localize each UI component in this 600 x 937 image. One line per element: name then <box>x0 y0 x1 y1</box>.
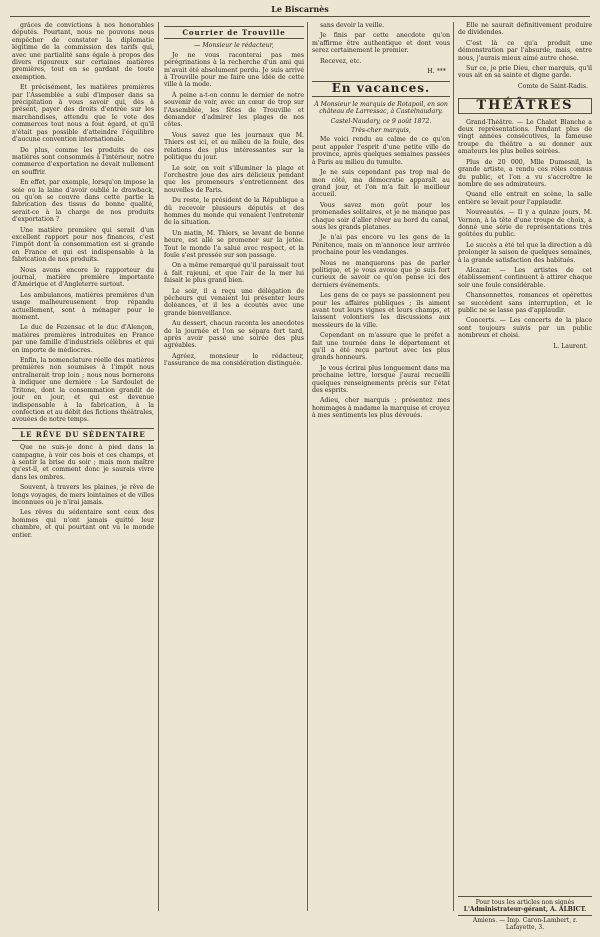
article-paragraph: Nous ne manquerons pas de parler politique, et je vous avoue que je suis fort curieux de savoir ce qu'on pense ici des derniers événements. <box>312 259 450 289</box>
article-paragraph: Me voici rendu au calme de ce qu'on peut appeler l'esprit d'une petite ville de province, après quelques semaines passées à Paris au milieu du tumulte. <box>312 136 450 166</box>
article-paragraph: Le soir, on voit s'illuminer la plage et l'orchestre joue des airs délicieux pendant que les promeneurs s'entretiennent des nouvelles de Paris. <box>164 164 304 194</box>
article-paragraph: Nouveautés. — Il y a quinze jours, M. Vernon, à la tête d'une troupe de choix, a donné une série de représentations très goûtées du public. <box>458 209 592 239</box>
article-paragraph: Enfin, la nomenclature réelle des matières premières non soumises à l'impôt nous entraînerait trop loin ; nous nous bornerons à indiquer une dernière : Le Sardoulet de Tritone, dont la consommation grandit de jour en jour, et qui est devenue indispensable à la fabrication, à la confection et au débit des fictions théâtrales, avouées de notre temps. <box>12 357 154 424</box>
dateline: Castel-Naudary, ce 9 août 1872. <box>330 117 432 125</box>
article-paragraph: Et précisément, les matières premières par l'Assemblée a subi d'imposer dans sa précipitation à vous savoir qui, dès à présent, payer des droits d'entrée sur les marchandises, attendu que le vote des commerces tout nous a fout égard, et qu'il n'était pas possible d'atteindre l'équilibre d'aucune convention internationale. <box>12 84 154 144</box>
article-paragraph: Souvent, à travers les plaines, je rêve de longs voyages, de mers lointaines et de villes inconnues où je n'irai jamais. <box>12 484 154 506</box>
article-paragraph: Adieu, cher marquis ; présentez mes hommages à madame la marquise et croyez à mes sentiments les plus dévoués. <box>312 397 450 420</box>
letter-address: À Monsieur le marquis de Rotapoil, en son château de Larressac, à Castelnaudary. <box>314 100 448 116</box>
section-title: En vacances. <box>312 81 450 96</box>
article-paragraph: Le soir, il a reçu une délégation de pêcheurs qui venaient lui présenter leurs doléances, et il les a écoutés avec une grande bienveillance. <box>164 287 304 317</box>
article-paragraph: On a même remarqué qu'il paraissait tout à fait rajeuni, et que l'air de la mer lui faisait le plus grand bien. <box>164 262 304 285</box>
salutation: Très-cher marquis, <box>351 127 411 135</box>
article-paragraph: Quand elle entrait en scène, la salle entière se levait pour l'applaudir. <box>458 191 592 206</box>
article-paragraph: Une matière première qui serait d'un excellent rapport pour nos finances, c'est l'impôt dont la consommation est si grande en France et qui est indispensable à la fabrication de nos produits. <box>12 226 154 264</box>
article-paragraph: Au dessert, chacun raconta les anecdotes de la journée et l'on se sépara fort tard, après avoir passé une soirée des plus agréables. <box>164 320 304 350</box>
section-title: LE RÊVE DU SÉDENTAIRE <box>12 428 154 441</box>
section-title: Courrier de Trouville <box>164 26 304 39</box>
article-paragraph: Chansonnettes, romances et opérettes se succèdent sans interruption, et le public ne se lasse pas d'applaudir. <box>458 292 592 314</box>
salutation: — Monsieur le rédacteur, <box>194 42 274 50</box>
column-2 <box>164 22 304 911</box>
article-paragraph: Je ne vous raconterai pas mes pérégrinations à la recherche d'un ami qui m'avait été absolument perdu. Je suis arrivé à Trouville pour me faire une idée de cette ville à la mode. <box>164 51 304 89</box>
notice-line: L'Administrateur-gérant, A. ALBICT. <box>463 906 587 913</box>
article-paragraph: Plus de 20 000, Mlle Dumesnil, la grande artiste, a rendu ces rôles connus du public, et l'on a vu s'accroître le nombre de ses admirateurs. <box>458 158 592 188</box>
article-paragraph: Les rêves du sédentaire sont ceux des hommes qui n'ont jamais quitté leur chambre, et qui pourtant ont vu le monde entier. <box>12 509 154 539</box>
article-paragraph: Le duc de Fezensac et le duc d'Alençon, matières premières introduites en France par une famille d'industriels célèbres et qui en importe de médiocres. <box>12 324 154 354</box>
article-paragraph: Cependant on m'assure que le préfet a fait une tournée dans le département et qu'il a été reçu partout avec les plus grands honneurs. <box>312 332 450 362</box>
article-paragraph: Alcazar. — Les artistes de cet établissement continuent à attirer chaque soir une foule considérable. <box>458 266 592 289</box>
article-paragraph: sans devoir la veille. <box>320 22 385 29</box>
article-paragraph: Que ne suis-je donc à pied dans la campagne, à voir ces bois et ces champs, et à sentir la brise du soir ; mais mon maître qu'est-il, et comment donc je saurais vivre dans les ombres. <box>12 444 154 481</box>
article-paragraph: Le succès a été tel que la direction a dû prolonger la saison de quelques semaines, à la grande satisfaction des habitués. <box>458 241 592 264</box>
signature: L. Laurent. <box>553 342 588 350</box>
article-paragraph: Je ne suis cependant pas trop mal de mon côté, ma démocratie apparaît au grand jour, et l'on m'a fait le meilleur accueil. <box>312 169 450 199</box>
notice-line: Pour tous les articles non signés <box>475 899 575 906</box>
article-paragraph: Recevez, etc. <box>320 57 362 65</box>
article-paragraph: Nous avons encore le rapporteur du journal, matière première importante d'Amérique et d'Angleterre surtout. <box>12 266 154 289</box>
signature: Comte de Saint-Radis. <box>517 82 588 90</box>
article-paragraph: En effet, par exemple, lorsqu'on impose la soie ou la laine d'avoir oublié le drawback, ou qu'on se couvre dans cette partie la fabrication des tissus de bonne qualité, serait-ce à la charge de nos produits d'exportation ? <box>12 179 154 224</box>
column-rule <box>158 22 159 911</box>
article-paragraph: Du reste, le président de la République a dû recevoir plusieurs députés et des hommes du monde qui venaient l'entretenir de la situation. <box>164 197 304 227</box>
column-rule <box>453 22 454 911</box>
article-paragraph: Concerts. — Les concerts de la place sont toujours suivis par un public nombreux et choisi. <box>458 317 592 340</box>
article-paragraph: Vous savez que les journaux que M. Thiers est ici, et au milieu de la foule, des relations des plus intéressantes sur la politique du jour. <box>164 131 304 162</box>
article-paragraph: Sur ce, je prie Dieu, cher marquis, qu'il vous ait en sa sainte et digne garde. <box>458 65 592 80</box>
column-3 <box>312 22 450 911</box>
article-paragraph: À peine a-t-on connu le dernier de notre souvenir de voir, avec un cœur de trop sur l'Assemblée, les fêtes de Trouville et demander d'admirer les plages de nos côtes. <box>164 91 304 129</box>
article-paragraph: grâces de convictions à nos honorables députés. Pourtant, nous ne pouvons nous empêcher de constater la diplomatie légitime de la commission des tarifs qui, avec une partialité sans égale à propos des divers rigoureux sur certaines matières premières, tout en se gardant de toute exemption. <box>12 22 154 81</box>
article-paragraph: Un matin, M. Thiers, se levant de bonne heure, est allé se promener sur la jetée. Tout le monde l'a salué avec respect, et la foule s'est pressée sur son passage. <box>164 229 304 259</box>
article-paragraph: Les gens de ce pays se passionnent peu pour les affaires publiques ; ils aiment avant tout leurs vignes et leurs champs, et laissent volontiers les discussions aux messieurs de la ville. <box>312 292 450 329</box>
article-paragraph: Vous savez mon goût pour les promenades solitaires, et je ne manque pas chaque soir d'aller rêver au bord du canal, sous les grands platanes. <box>312 201 450 231</box>
column-4 <box>458 22 592 897</box>
article-paragraph: Agréez, monsieur le rédacteur, l'assurance de ma considération distinguée. <box>164 352 304 368</box>
signature: H. *** <box>427 68 446 76</box>
article-paragraph: De plus, comme les produits de ces matières sont consommés à l'intérieur, notre commerce d'exportation ne devait nullement en souffrir. <box>12 146 154 176</box>
article-paragraph: Je vous écrirai plus longuement dans ma prochaine lettre, lorsque j'aurai recueilli quelques renseignements précis sur l'état des esprits. <box>312 364 450 395</box>
column-rule <box>307 22 308 911</box>
article-paragraph: C'est là ce qu'a produit une démonstration par l'absurde, mais, entre nous, j'aurais mieux aimé autre chose. <box>458 39 592 62</box>
article-paragraph: Grand-Théâtre. — Le Chalet Blanche a deux représentations. Pendant plus de vingt années consécutives, la fameuse troupe du théâtre a su donner aux amateurs les plus belles soirées. <box>458 118 592 156</box>
section-title: THÉÂTRES <box>458 98 592 113</box>
article-paragraph: Je n'ai pas encore vu les gens de la Pénitence, mais on m'annonce leur arrivée prochaine pour les vendanges. <box>312 234 450 257</box>
printer-notice <box>458 896 592 931</box>
article-paragraph: Les ambulances, matières premières d'un usage malheureusement trop répandu actuellement, sont à ménager pour le moment. <box>12 291 154 322</box>
article-paragraph: Elle ne saurait définitivement produire de dividendes. <box>458 22 592 37</box>
column-1 <box>12 22 154 911</box>
article-paragraph: Je finis par cette anecdote qu'on m'affirme être authentique et dont vous serez certainement le premier. <box>312 32 450 55</box>
page-masthead: Le Biscarnès <box>10 2 590 17</box>
notice-line: Amiens. — Imp. Caron-Lambert, r. Lafayette, 3. <box>458 915 592 931</box>
